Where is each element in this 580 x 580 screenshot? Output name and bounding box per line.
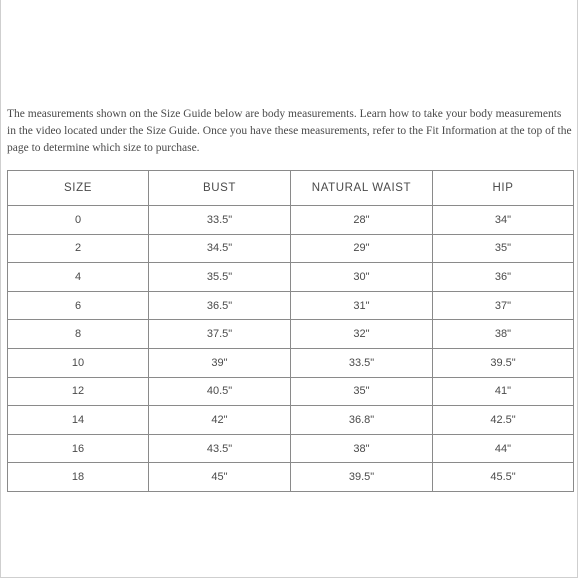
cell-size: 4 [8, 263, 149, 292]
cell-hip: 42.5" [433, 406, 574, 435]
cell-bust: 36.5" [149, 291, 291, 320]
cell-size: 10 [8, 348, 149, 377]
cell-natural-waist: 36.8" [291, 406, 433, 435]
cell-bust: 39" [149, 348, 291, 377]
cell-hip: 35" [433, 234, 574, 263]
cell-natural-waist: 33.5" [291, 348, 433, 377]
cell-bust: 45" [149, 463, 291, 492]
cell-size: 2 [8, 234, 149, 263]
cell-natural-waist: 38" [291, 434, 433, 463]
cell-bust: 40.5" [149, 377, 291, 406]
cell-natural-waist: 29" [291, 234, 433, 263]
cell-bust: 42" [149, 406, 291, 435]
cell-size: 18 [8, 463, 149, 492]
table-row [8, 320, 574, 349]
cell-size: 0 [8, 206, 149, 235]
cell-natural-waist: 39.5" [291, 463, 433, 492]
header-size: SIZE [8, 171, 149, 206]
header-hip: HIP [433, 171, 574, 206]
size-guide-intro: The measurements shown on the Size Guide below are body measurements. Learn how to take your body measurements in the video located under the Size Guide. Once you have these measurements, refer to the Fit Information at the top of the page to determine which size to purchase. [7, 108, 572, 155]
cell-natural-waist: 31" [291, 291, 433, 320]
cell-size: 8 [8, 320, 149, 349]
header-natural-waist: NATURAL WAIST [291, 171, 433, 206]
header-bust: BUST [149, 171, 291, 206]
cell-hip: 36" [433, 263, 574, 292]
table-header-row [8, 171, 574, 206]
cell-size: 16 [8, 434, 149, 463]
cell-hip: 39.5" [433, 348, 574, 377]
table-row [8, 434, 574, 463]
cell-bust: 34.5" [149, 234, 291, 263]
cell-hip: 45.5" [433, 463, 574, 492]
cell-natural-waist: 30" [291, 263, 433, 292]
size-guide-table [7, 170, 574, 492]
table-row [8, 291, 574, 320]
cell-size: 12 [8, 377, 149, 406]
table-row [8, 406, 574, 435]
cell-hip: 34" [433, 206, 574, 235]
cell-hip: 38" [433, 320, 574, 349]
cell-size: 14 [8, 406, 149, 435]
cell-hip: 41" [433, 377, 574, 406]
table-row [8, 234, 574, 263]
cell-natural-waist: 32" [291, 320, 433, 349]
table-row [8, 206, 574, 235]
cell-bust: 33.5" [149, 206, 291, 235]
cell-natural-waist: 28" [291, 206, 433, 235]
cell-hip: 37" [433, 291, 574, 320]
cell-bust: 37.5" [149, 320, 291, 349]
cell-size: 6 [8, 291, 149, 320]
table-row [8, 377, 574, 406]
table-row [8, 463, 574, 492]
cell-hip: 44" [433, 434, 574, 463]
table-row [8, 348, 574, 377]
cell-bust: 43.5" [149, 434, 291, 463]
cell-natural-waist: 35" [291, 377, 433, 406]
cell-bust: 35.5" [149, 263, 291, 292]
table-row [8, 263, 574, 292]
